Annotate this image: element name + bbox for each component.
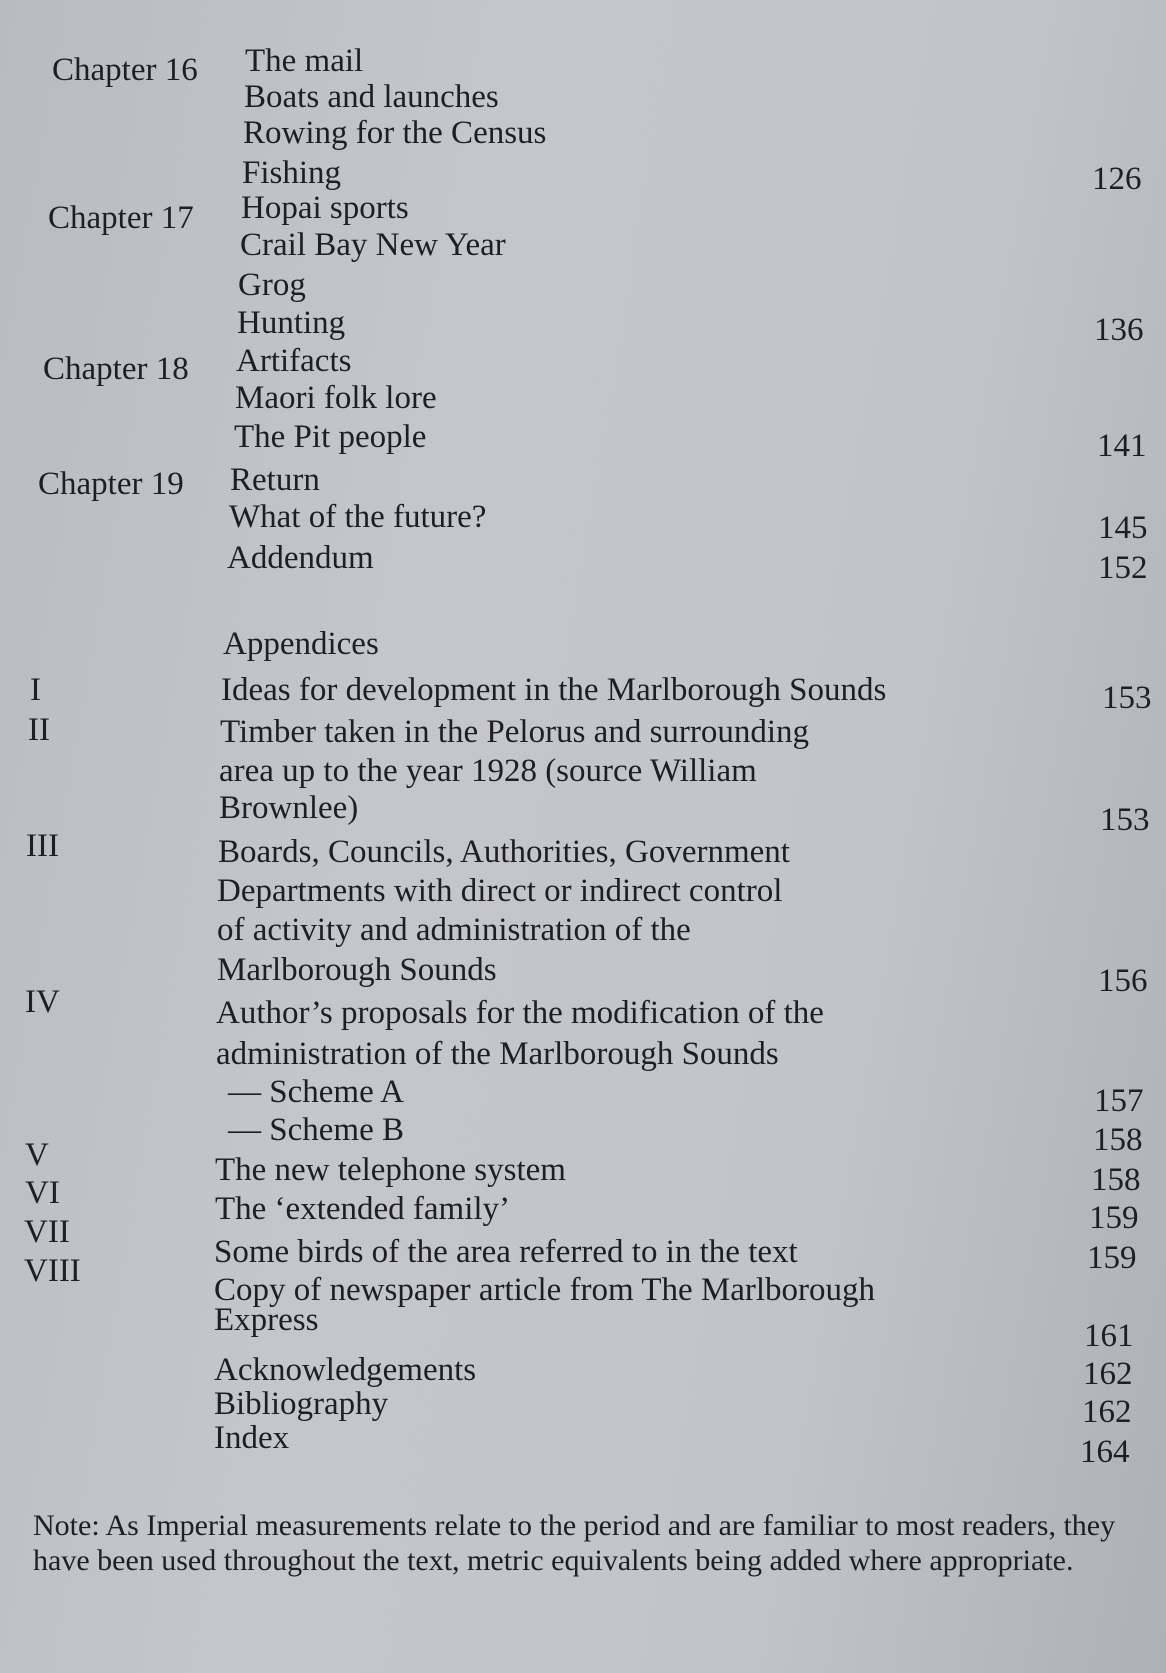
chapter-label: Chapter 18	[43, 351, 189, 387]
chapter-item: What of the future?	[229, 499, 487, 535]
appendix-line: Copy of newspaper article from The Marlborough	[214, 1272, 876, 1308]
appendix-line: of activity and administration of the	[217, 912, 691, 948]
chapter-item: The Pit people	[234, 419, 427, 455]
appendix-line: Brownlee)	[219, 790, 359, 826]
appendices-heading: Appendices	[223, 626, 379, 662]
back-matter-title: Index	[214, 1420, 290, 1456]
chapter-item: Crail Bay New Year	[240, 227, 506, 263]
appendix-line: Express	[214, 1302, 319, 1338]
appendix-line: Some birds of the area referred to in the text	[214, 1234, 798, 1270]
appendix-line: — Scheme B	[228, 1112, 404, 1148]
chapter-item: Maori folk lore	[235, 380, 437, 416]
addendum-title: Addendum	[227, 540, 374, 576]
appendix-line: Author’s proposals for the modification of the	[216, 995, 824, 1031]
measurement-note: Note: As Imperial measurements relate to the period and are familiar to most readers, they have been used throughout the text, metric equivalents being added where appropriate.	[33, 1509, 1116, 1577]
appendix-line: The ‘extended family’	[215, 1191, 511, 1227]
appendix-line: Departments with direct or indirect control	[217, 873, 783, 909]
chapter-item: Hunting	[237, 305, 346, 341]
chapter-item: Artifacts	[236, 343, 352, 379]
appendix-numeral: V	[25, 1137, 49, 1173]
page-number: 126	[1092, 161, 1142, 197]
appendix-line: Boards, Councils, Authorities, Government	[218, 834, 790, 870]
page-number: 152	[1098, 550, 1148, 586]
appendix-line: The new telephone system	[215, 1152, 566, 1188]
page-number: 158	[1093, 1122, 1143, 1158]
chapter-label: Chapter 19	[38, 466, 184, 502]
page-number: 136	[1094, 312, 1144, 348]
page-number: 158	[1091, 1162, 1141, 1198]
appendix-line: area up to the year 1928 (source William	[219, 753, 757, 789]
chapter-item: Boats and launches	[244, 79, 499, 115]
appendix-numeral: III	[26, 828, 59, 864]
appendix-line: Marlborough Sounds	[217, 952, 497, 988]
chapter-item: Return	[230, 462, 320, 498]
chapter-item: Fishing	[242, 155, 342, 191]
page-number: 162	[1083, 1356, 1133, 1392]
appendix-numeral: VI	[25, 1175, 60, 1211]
chapter-label: Chapter 16	[52, 52, 198, 88]
appendix-line: Ideas for development in the Marlborough Sounds	[221, 672, 887, 708]
page-number: 141	[1097, 428, 1147, 464]
chapter-item: The mail	[245, 43, 364, 79]
appendix-line: — Scheme A	[228, 1074, 404, 1110]
page-number: 153	[1102, 680, 1152, 716]
appendix-numeral: IV	[25, 984, 60, 1020]
back-matter-title: Acknowledgements	[214, 1352, 477, 1388]
chapter-item: Rowing for the Census	[243, 115, 547, 151]
chapter-label: Chapter 17	[48, 200, 194, 236]
page-number: 159	[1087, 1240, 1137, 1276]
appendix-numeral: II	[28, 712, 50, 748]
back-matter-title: Bibliography	[214, 1386, 389, 1422]
page-number: 164	[1080, 1434, 1130, 1470]
chapter-item: Hopai sports	[241, 190, 409, 226]
chapter-item: Grog	[238, 267, 306, 303]
appendix-numeral: VIII	[24, 1253, 81, 1289]
page-number: 153	[1100, 802, 1150, 838]
page-number: 159	[1089, 1200, 1139, 1236]
page-number: 161	[1084, 1318, 1134, 1354]
page-number: 157	[1094, 1083, 1144, 1119]
page-number: 162	[1082, 1394, 1132, 1430]
appendix-numeral: VII	[24, 1214, 70, 1250]
page-number: 156	[1098, 963, 1148, 999]
page-number: 145	[1098, 510, 1148, 546]
appendix-line: administration of the Marlborough Sounds	[216, 1036, 779, 1072]
appendix-line: Timber taken in the Pelorus and surrounding	[220, 714, 810, 750]
appendix-numeral: I	[30, 672, 41, 708]
